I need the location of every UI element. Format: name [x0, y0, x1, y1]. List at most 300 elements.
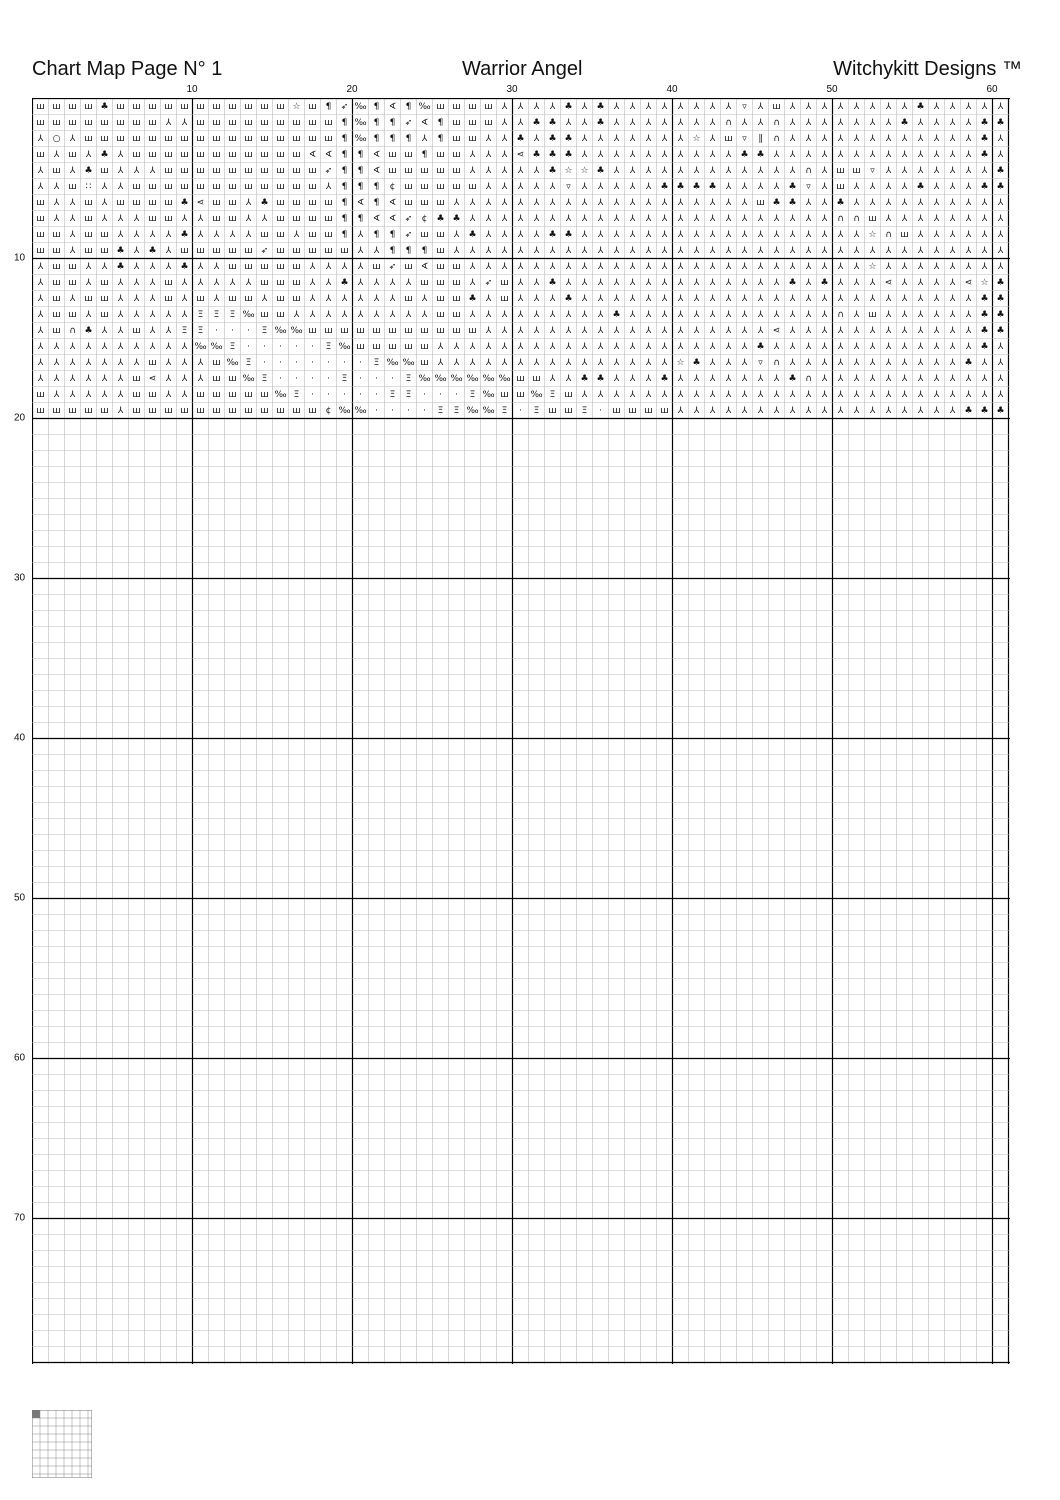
stitch-symbol: ⅄: [613, 197, 620, 208]
stitch-symbol: ш: [36, 229, 45, 240]
stitch-symbol: ш: [148, 213, 157, 224]
stitch-symbol: ⅄: [261, 293, 268, 304]
stitch-symbol: ⅄: [933, 181, 940, 192]
stitch-symbol: ⅄: [133, 165, 140, 176]
stitch-symbol: ⅄: [677, 261, 684, 272]
stitch-symbol: ⅄: [885, 245, 892, 256]
stitch-symbol: ш: [180, 149, 189, 160]
stitch-symbol: ¶: [421, 149, 428, 160]
stitch-symbol: Ξ: [197, 309, 204, 320]
stitch-symbol: ⅄: [773, 309, 780, 320]
stitch-symbol: ⅄: [725, 149, 732, 160]
stitch-symbol: ⅄: [517, 229, 524, 240]
stitch-symbol: ш: [724, 133, 733, 144]
stitch-symbol: ⅄: [821, 213, 828, 224]
stitch-symbol: Ξ: [405, 389, 412, 400]
stitch-symbol: ⅄: [645, 341, 652, 352]
stitch-symbol: ⅄: [869, 117, 876, 128]
stitch-symbol: ш: [468, 133, 477, 144]
stitch-symbol: ∢: [356, 197, 365, 208]
stitch-symbol: ⅄: [501, 309, 508, 320]
stitch-symbol: ⅄: [453, 229, 460, 240]
stitch-symbol: ⅄: [805, 245, 812, 256]
stitch-symbol: ⅄: [661, 357, 668, 368]
stitch-symbol: ⅄: [725, 261, 732, 272]
stitch-symbol: ⅄: [965, 181, 972, 192]
stitch-symbol: ♣: [436, 213, 445, 224]
stitch-symbol: ⅄: [85, 261, 92, 272]
stitch-symbol: ♣: [820, 277, 829, 288]
stitch-symbol: ⅄: [629, 309, 636, 320]
stitch-symbol: ⅄: [933, 101, 940, 112]
stitch-symbol: ⅄: [485, 181, 492, 192]
stitch-symbol: ⅄: [853, 117, 860, 128]
stitch-symbol: ⅄: [709, 357, 716, 368]
stitch-symbol: ⅄: [837, 117, 844, 128]
stitch-symbol: ш: [196, 293, 205, 304]
stitch-symbol: ⅄: [117, 405, 124, 416]
stitch-symbol: ш: [244, 405, 253, 416]
stitch-symbol: ⅄: [757, 165, 764, 176]
stitch-symbol: ⅄: [693, 149, 700, 160]
stitch-symbol: ⅄: [997, 261, 1004, 272]
stitch-symbol: ⅄: [661, 261, 668, 272]
stitch-symbol: ⅄: [677, 229, 684, 240]
stitch-symbol: ¶: [405, 245, 412, 256]
stitch-symbol: ш: [164, 101, 173, 112]
stitch-symbol: ⅄: [885, 149, 892, 160]
stitch-symbol: ⅄: [789, 165, 796, 176]
stitch-symbol: ⅄: [629, 325, 636, 336]
stitch-symbol: ш: [260, 261, 269, 272]
stitch-symbol: ⅄: [693, 341, 700, 352]
stitch-symbol: ш: [244, 133, 253, 144]
stitch-symbol: ⅄: [341, 261, 348, 272]
stitch-symbol: ⅄: [469, 197, 476, 208]
stitch-symbol: ⅄: [821, 405, 828, 416]
stitch-symbol: ⅄: [469, 341, 476, 352]
stitch-symbol: ○: [52, 133, 61, 144]
stitch-symbol: ⅄: [997, 357, 1004, 368]
stitch-symbol: ⅄: [933, 277, 940, 288]
stitch-symbol: ⅄: [485, 197, 492, 208]
stitch-symbol: ⅄: [853, 229, 860, 240]
stitch-symbol: ⅄: [629, 229, 636, 240]
stitch-symbol: ⅄: [597, 181, 604, 192]
stitch-symbol: ⅄: [69, 293, 76, 304]
stitch-symbol: ⅄: [949, 181, 956, 192]
stitch-symbol: ш: [420, 197, 429, 208]
stitch-symbol: ⅄: [437, 341, 444, 352]
stitch-symbol: ⅄: [69, 245, 76, 256]
stitch-symbol: ⅄: [581, 293, 588, 304]
stitch-symbol: ⅄: [901, 213, 908, 224]
stitch-symbol: ⅄: [117, 213, 124, 224]
stitch-symbol: ш: [404, 325, 413, 336]
stitch-symbol: ⅄: [613, 181, 620, 192]
stitch-symbol: ⅄: [613, 293, 620, 304]
stitch-symbol: ⅄: [837, 245, 844, 256]
stitch-symbol: ⅄: [357, 293, 364, 304]
stitch-symbol: ⅄: [645, 229, 652, 240]
stitch-symbol: ⅄: [581, 213, 588, 224]
stitch-symbol: ⅄: [581, 117, 588, 128]
stitch-symbol: ⅄: [885, 373, 892, 384]
stitch-symbol: ⅄: [789, 117, 796, 128]
stitch-symbol: ¶: [373, 229, 380, 240]
stitch-symbol: ⅄: [133, 245, 140, 256]
stitch-symbol: ⅄: [133, 261, 140, 272]
stitch-symbol: ⅄: [805, 325, 812, 336]
stitch-symbol: ⅄: [261, 213, 268, 224]
stitch-symbol: ⅄: [773, 405, 780, 416]
stitch-symbol: ⅄: [885, 213, 892, 224]
stitch-symbol: ·: [343, 389, 346, 400]
stitch-symbol: ∷: [85, 181, 92, 192]
stitch-symbol: ш: [244, 117, 253, 128]
stitch-symbol: ⅄: [725, 389, 732, 400]
stitch-symbol: ш: [276, 101, 285, 112]
stitch-symbol: ⅄: [421, 293, 428, 304]
stitch-symbol: ·: [295, 373, 298, 384]
stitch-symbol: ∢: [420, 261, 429, 272]
stitch-symbol: ⅄: [725, 405, 732, 416]
stitch-symbol: ♣: [148, 245, 157, 256]
stitch-symbol: ☆: [692, 133, 701, 144]
stitch-symbol: ш: [244, 261, 253, 272]
stitch-symbol: ·: [279, 357, 282, 368]
stitch-symbol: ⅄: [773, 277, 780, 288]
stitch-symbol: ш: [212, 245, 221, 256]
stitch-symbol: ш: [548, 405, 557, 416]
stitch-symbol: ⅄: [725, 357, 732, 368]
stitch-symbol: ⅄: [709, 101, 716, 112]
stitch-symbol: ·: [247, 341, 250, 352]
stitch-symbol: ⅄: [565, 261, 572, 272]
stitch-symbol: ⅄: [869, 277, 876, 288]
stitch-symbol: ⅄: [773, 341, 780, 352]
stitch-symbol: ⅄: [837, 229, 844, 240]
stitch-symbol: ⅄: [645, 309, 652, 320]
stitch-symbol: ⅄: [101, 357, 108, 368]
stitch-symbol: ш: [260, 277, 269, 288]
stitch-symbol: ⅄: [373, 293, 380, 304]
stitch-symbol: ш: [164, 197, 173, 208]
stitch-symbol: ⅄: [709, 277, 716, 288]
stitch-symbol: ♣: [692, 357, 701, 368]
stitch-symbol: ⅄: [517, 277, 524, 288]
stitch-symbol: ⅄: [485, 309, 492, 320]
stitch-symbol: ·: [311, 373, 314, 384]
stitch-symbol: ⅄: [533, 357, 540, 368]
stitch-symbol: ⅄: [965, 293, 972, 304]
stitch-symbol: ·: [359, 389, 362, 400]
stitch-symbol: ‰: [418, 101, 431, 112]
stitch-symbol: ∢: [388, 213, 397, 224]
stitch-symbol: ⅄: [549, 325, 556, 336]
stitch-symbol: ш: [420, 341, 429, 352]
stitch-symbol: ш: [196, 117, 205, 128]
stitch-symbol: ♣: [452, 213, 461, 224]
stitch-symbol: ш: [180, 133, 189, 144]
stitch-symbol: ⅄: [181, 117, 188, 128]
designer-name: Witchykitt Designs ™: [833, 58, 1022, 80]
stitch-symbol: Ξ: [245, 357, 252, 368]
stitch-symbol: ⅄: [581, 181, 588, 192]
stitch-symbol: ⋖: [516, 149, 525, 160]
stitch-symbol: ⅄: [677, 277, 684, 288]
stitch-symbol: ⅄: [565, 309, 572, 320]
stitch-symbol: ♣: [980, 117, 989, 128]
stitch-symbol: ⅄: [565, 373, 572, 384]
stitch-symbol: ш: [468, 181, 477, 192]
stitch-symbol: ⅄: [533, 229, 540, 240]
stitch-symbol: ш: [52, 405, 61, 416]
stitch-symbol: ш: [516, 373, 525, 384]
stitch-symbol: ⅄: [965, 229, 972, 240]
stitch-symbol: ⅄: [309, 261, 316, 272]
stitch-symbol: ⅄: [405, 309, 412, 320]
stitch-symbol: ⅄: [869, 245, 876, 256]
stitch-symbol: ⅄: [549, 181, 556, 192]
stitch-symbol: ш: [388, 165, 397, 176]
stitch-symbol: ш: [228, 389, 237, 400]
stitch-symbol: ⅄: [165, 357, 172, 368]
stitch-symbol: ‰: [482, 405, 495, 416]
stitch-symbol: ⅄: [693, 117, 700, 128]
stitch-symbol: ⅄: [853, 277, 860, 288]
stitch-symbol: ⅄: [933, 133, 940, 144]
stitch-symbol: ⅄: [725, 373, 732, 384]
stitch-symbol: ⅄: [469, 261, 476, 272]
stitch-symbol: ш: [308, 133, 317, 144]
stitch-symbol: ⅄: [821, 341, 828, 352]
stitch-symbol: ⅄: [693, 293, 700, 304]
stitch-symbol: ⅄: [917, 117, 924, 128]
stitch-symbol: ⅄: [917, 389, 924, 400]
column-label-50: 50: [826, 84, 838, 95]
row-label-30: 30: [14, 572, 26, 584]
stitch-symbol: ⅄: [773, 293, 780, 304]
stitch-symbol: ⅄: [757, 213, 764, 224]
stitch-symbol: ⅄: [709, 405, 716, 416]
stitch-symbol: ш: [228, 293, 237, 304]
stitch-symbol: ⅄: [613, 213, 620, 224]
stitch-symbol: ♣: [980, 149, 989, 160]
stitch-symbol: ⅄: [997, 101, 1004, 112]
stitch-symbol: ⅄: [901, 341, 908, 352]
stitch-symbol: ш: [132, 405, 141, 416]
stitch-symbol: ш: [404, 149, 413, 160]
stitch-symbol: ⅄: [853, 389, 860, 400]
stitch-symbol: ⅄: [133, 341, 140, 352]
stitch-symbol: ш: [212, 149, 221, 160]
stitch-symbol: ш: [228, 213, 237, 224]
stitch-symbol: ш: [52, 325, 61, 336]
stitch-symbol: ш: [292, 277, 301, 288]
stitch-symbol: ш: [436, 245, 445, 256]
stitch-symbol: ⅄: [693, 277, 700, 288]
stitch-symbol: ⅄: [709, 389, 716, 400]
stitch-symbol: ш: [148, 389, 157, 400]
stitch-symbol: ·: [391, 405, 394, 416]
stitch-symbol: ⅄: [485, 213, 492, 224]
stitch-symbol: ⅄: [581, 133, 588, 144]
stitch-symbol: ш: [436, 293, 445, 304]
stitch-symbol: ш: [100, 229, 109, 240]
stitch-symbol: ш: [276, 133, 285, 144]
stitch-symbol: ⅄: [597, 149, 604, 160]
stitch-symbol: ⅄: [149, 165, 156, 176]
stitch-symbol: ⅄: [629, 245, 636, 256]
stitch-symbol: ш: [324, 229, 333, 240]
stitch-symbol: ⅄: [853, 261, 860, 272]
row-label-10: 10: [14, 252, 26, 264]
stitch-symbol: ⅄: [725, 245, 732, 256]
stitch-symbol: ⅄: [853, 293, 860, 304]
stitch-symbol: ∩: [773, 133, 780, 144]
stitch-symbol: ☆: [580, 165, 589, 176]
stitch-symbol: ⅄: [629, 373, 636, 384]
stitch-symbol: ш: [292, 117, 301, 128]
stitch-symbol: ⅄: [501, 181, 508, 192]
stitch-symbol: ⅄: [133, 357, 140, 368]
page-map-thumbnail: [32, 1410, 92, 1478]
stitch-symbol: ⅄: [149, 293, 156, 304]
stitch-symbol: ⅄: [69, 197, 76, 208]
stitch-symbol: ♣: [788, 373, 797, 384]
stitch-symbol: ⅄: [389, 309, 396, 320]
stitch-symbol: ⅄: [485, 357, 492, 368]
stitch-symbol: ⅄: [645, 261, 652, 272]
stitch-symbol: ‰: [354, 117, 367, 128]
stitch-symbol: ⅄: [181, 373, 188, 384]
stitch-symbol: ⅄: [725, 165, 732, 176]
stitch-symbol: ⅄: [581, 261, 588, 272]
stitch-symbol: ш: [36, 117, 45, 128]
stitch-symbol: ⅄: [117, 325, 124, 336]
stitch-symbol: ⅄: [133, 293, 140, 304]
stitch-symbol: ⅄: [821, 309, 828, 320]
stitch-symbol: ш: [52, 293, 61, 304]
stitch-symbol: ⅄: [101, 341, 108, 352]
stitch-symbol: ¶: [341, 165, 348, 176]
stitch-symbol: ⅄: [757, 261, 764, 272]
stitch-symbol: ⅄: [901, 101, 908, 112]
stitch-symbol: ⅄: [917, 357, 924, 368]
stitch-symbol: ш: [276, 245, 285, 256]
stitch-symbol: ‰: [338, 405, 351, 416]
stitch-symbol: ⅄: [53, 197, 60, 208]
stitch-symbol: ⅄: [405, 277, 412, 288]
stitch-symbol: ш: [404, 261, 413, 272]
stitch-symbol: ⅄: [645, 245, 652, 256]
stitch-symbol: ⅄: [821, 325, 828, 336]
stitch-symbol: Ξ: [501, 405, 508, 416]
stitch-symbol: ⅄: [197, 277, 204, 288]
stitch-symbol: ☆: [980, 277, 989, 288]
stitch-symbol: ш: [292, 165, 301, 176]
stitch-symbol: ⅄: [933, 405, 940, 416]
stitch-symbol: ш: [404, 197, 413, 208]
stitch-symbol: ⅄: [389, 293, 396, 304]
stitch-symbol: ⅄: [757, 293, 764, 304]
stitch-symbol: ⅄: [533, 309, 540, 320]
stitch-symbol: ⅄: [453, 245, 460, 256]
stitch-symbol: ♣: [516, 133, 525, 144]
stitch-symbol: ⅄: [165, 373, 172, 384]
stitch-symbol: ⅄: [149, 277, 156, 288]
stitch-symbol: ⅄: [613, 117, 620, 128]
stitch-symbol: ⅄: [645, 165, 652, 176]
stitch-symbol: ⅄: [629, 277, 636, 288]
stitch-symbol: ⅄: [629, 165, 636, 176]
stitch-symbol: ш: [132, 117, 141, 128]
stitch-symbol: ш: [452, 149, 461, 160]
stitch-symbol: ⅄: [37, 261, 44, 272]
stitch-symbol: ш: [68, 117, 77, 128]
stitch-symbol: ⅄: [917, 197, 924, 208]
stitch-symbol: ⅄: [965, 101, 972, 112]
stitch-symbol: ⅄: [821, 197, 828, 208]
stitch-symbol: ⅄: [805, 213, 812, 224]
stitch-symbol: ⅄: [101, 373, 108, 384]
stitch-symbol: ⅄: [805, 341, 812, 352]
stitch-symbol: ⅄: [709, 373, 716, 384]
stitch-symbol: ⅄: [949, 197, 956, 208]
stitch-symbol: ⅄: [517, 181, 524, 192]
stitch-symbol: ‰: [274, 325, 287, 336]
stitch-symbol: ♣: [100, 149, 109, 160]
stitch-symbol: ш: [276, 293, 285, 304]
stitch-symbol: ⅄: [165, 261, 172, 272]
stitch-symbol: ⅄: [117, 389, 124, 400]
stitch-symbol: ш: [276, 309, 285, 320]
stitch-symbol: ш: [164, 165, 173, 176]
stitch-symbol: ш: [164, 277, 173, 288]
stitch-symbol: ♣: [676, 181, 685, 192]
stitch-symbol: ш: [228, 245, 237, 256]
stitch-symbol: ⅄: [901, 277, 908, 288]
stitch-symbol: ⅄: [597, 133, 604, 144]
stitch-symbol: ⅄: [325, 277, 332, 288]
stitch-symbol: ·: [215, 325, 218, 336]
stitch-symbol: ♣: [788, 277, 797, 288]
stitch-symbol: ш: [212, 101, 221, 112]
stitch-symbol: Ξ: [197, 325, 204, 336]
stitch-symbol: ♣: [468, 229, 477, 240]
stitch-symbol: ⅄: [533, 261, 540, 272]
stitch-symbol: ⅄: [821, 389, 828, 400]
stitch-symbol: ш: [84, 229, 93, 240]
stitch-symbol: ш: [404, 181, 413, 192]
stitch-symbol: ⅄: [741, 165, 748, 176]
stitch-symbol: ш: [420, 357, 429, 368]
stitch-symbol: ш: [484, 101, 493, 112]
stitch-symbol: ♣: [548, 165, 557, 176]
stitch-symbol: ⅄: [693, 245, 700, 256]
stitch-symbol: ¶: [373, 181, 380, 192]
stitch-symbol: ш: [292, 197, 301, 208]
stitch-symbol: ш: [644, 405, 653, 416]
stitch-symbol: ⅄: [373, 309, 380, 320]
stitch-symbol: ⅄: [677, 213, 684, 224]
stitch-symbol: ⅄: [613, 101, 620, 112]
stitch-symbol: ⅄: [565, 213, 572, 224]
stitch-symbol: ·: [295, 341, 298, 352]
stitch-symbol: ⅄: [997, 245, 1004, 256]
stitch-symbol: ⅄: [693, 261, 700, 272]
